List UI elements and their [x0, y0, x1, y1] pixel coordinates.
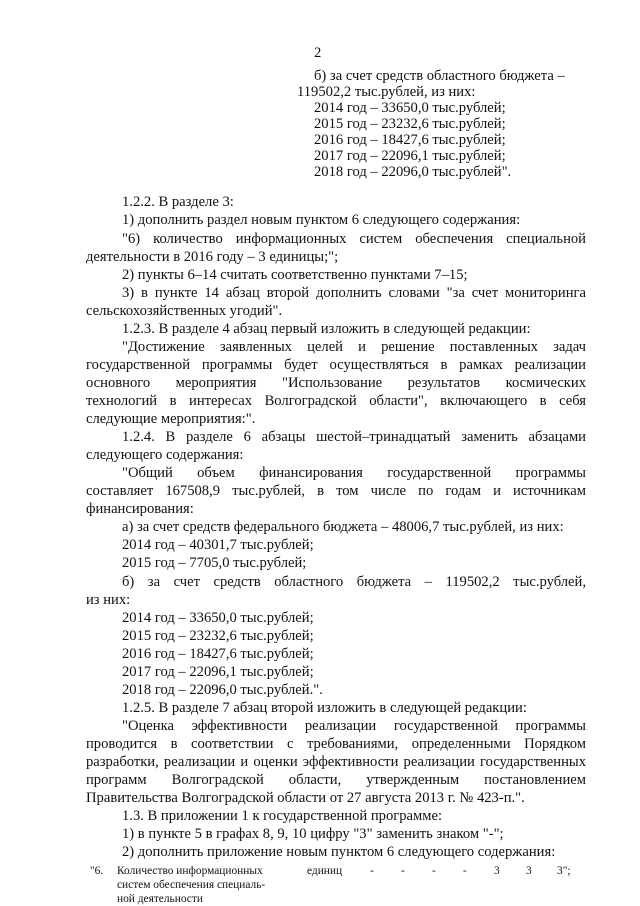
- list-item: 2) дополнить приложение новым пунктом 6 следующего содержания:: [122, 844, 556, 860]
- funding-line: из них:: [86, 592, 131, 608]
- table-cell: -: [401, 865, 405, 877]
- top-block-line: 2017 год – 22096,1 тыс.рублей;: [314, 148, 506, 164]
- section-heading: 1.2.3. В разделе 4 абзац первый изложить в следующей редакции:: [122, 321, 531, 337]
- top-block-line: 2014 год – 33650,0 тыс.рублей;: [314, 100, 506, 116]
- funding-line: 2017 год – 22096,1 тыс.рублей;: [122, 664, 314, 680]
- paragraph-line: "Общий объем финансирования государственной программы: [122, 465, 586, 481]
- section-heading: 1.2.4. В разделе 6 абзацы шестой–тринадцатый заменить абзацами: [122, 429, 586, 445]
- funding-line: 2015 год – 7705,0 тыс.рублей;: [122, 555, 307, 571]
- table-row-name: систем обеспечения специаль-: [117, 879, 266, 891]
- table-cell: -: [463, 865, 467, 877]
- paragraph-line: "Достижение заявленных целей и решение поставленных задач: [122, 339, 586, 355]
- funding-line: а) за счет средств федерального бюджета – 48006,7 тыс.рублей, из них:: [122, 519, 564, 535]
- table-row-name: Количество информационных: [117, 865, 263, 877]
- list-item: 1) дополнить раздел новым пунктом 6 следующего содержания:: [122, 212, 521, 228]
- top-block-line: 2015 год – 23232,6 тыс.рублей;: [314, 116, 506, 132]
- paragraph-line: основного мероприятия "Использование результатов космических: [86, 375, 586, 391]
- list-item: 1) в пункте 5 в графах 8, 9, 10 цифру "3" заменить знаком "-";: [122, 826, 504, 842]
- section-heading: 1.2.2. В разделе 3:: [122, 194, 234, 210]
- table-cell: 3: [526, 865, 532, 877]
- top-block-line: 2018 год – 22096,0 тыс.рублей".: [314, 164, 512, 180]
- section-heading: 1.2.5. В разделе 7 абзац второй изложить в следующей редакции:: [122, 700, 527, 716]
- table-row-name: ной деятельности: [117, 893, 203, 905]
- list-item: 3) в пункте 14 абзац второй дополнить словами "за счет мониторинга: [122, 285, 586, 301]
- table-cell: 3: [494, 865, 500, 877]
- section-heading: 1.3. В приложении 1 к государственной программе:: [122, 808, 443, 824]
- paragraph-line: разработки, реализации и оценки эффективности реализации государственных: [86, 754, 586, 770]
- table-row-unit: единиц: [307, 865, 343, 877]
- top-block-line: б) за счет средств областного бюджета –: [314, 68, 565, 84]
- table-cell: 3";: [557, 865, 571, 877]
- list-item: сельскохозяйственных угодий".: [86, 303, 283, 319]
- table-cell: -: [370, 865, 374, 877]
- funding-line: 2016 год – 18427,6 тыс.рублей;: [122, 646, 314, 662]
- quote-line: "6) количество информационных систем обеспечения специальной: [122, 231, 586, 247]
- table-cell: -: [432, 865, 436, 877]
- top-block-line: 2016 год – 18427,6 тыс.рублей;: [314, 132, 506, 148]
- top-block-line: 119502,2 тыс.рублей, из них:: [297, 84, 476, 100]
- page-number: 2: [314, 45, 322, 61]
- funding-line: 2014 год – 33650,0 тыс.рублей;: [122, 610, 314, 626]
- paragraph-line: составляет 167508,9 тыс.рублей, в том числе по годам и источникам: [86, 483, 586, 499]
- paragraph-line: следующие мероприятия:".: [86, 411, 256, 427]
- funding-line: б) за счет средств областного бюджета – 119502,2 тыс.рублей,: [122, 574, 586, 590]
- paragraph-line: проводится в соответствии с требованиями, определенными Порядком: [86, 736, 586, 752]
- funding-line: 2018 год – 22096,0 тыс.рублей.".: [122, 682, 323, 698]
- section-heading: следующего содержания:: [86, 447, 244, 463]
- paragraph-line: программ Волгоградской области, утвержденным постановлением: [86, 772, 586, 788]
- paragraph-line: Правительства Волгоградской области от 27 августа 2013 г. № 423-п.".: [86, 790, 525, 806]
- funding-line: 2015 год – 23232,6 тыс.рублей;: [122, 628, 314, 644]
- list-item: 2) пункты 6–14 считать соответственно пунктами 7–15;: [122, 267, 468, 283]
- paragraph-line: государственной программы будет осуществляться в рамках реализации: [86, 357, 586, 373]
- paragraph-line: финансирования:: [86, 501, 194, 517]
- table-row-number: "6.: [90, 865, 104, 877]
- paragraph-line: технологий в интересах Волгоградской области", включающего в себя: [86, 393, 586, 409]
- quote-line: деятельности в 2016 году – 3 единицы;";: [86, 249, 339, 265]
- funding-line: 2014 год – 40301,7 тыс.рублей;: [122, 537, 314, 553]
- paragraph-line: "Оценка эффективности реализации государственной программы: [122, 718, 586, 734]
